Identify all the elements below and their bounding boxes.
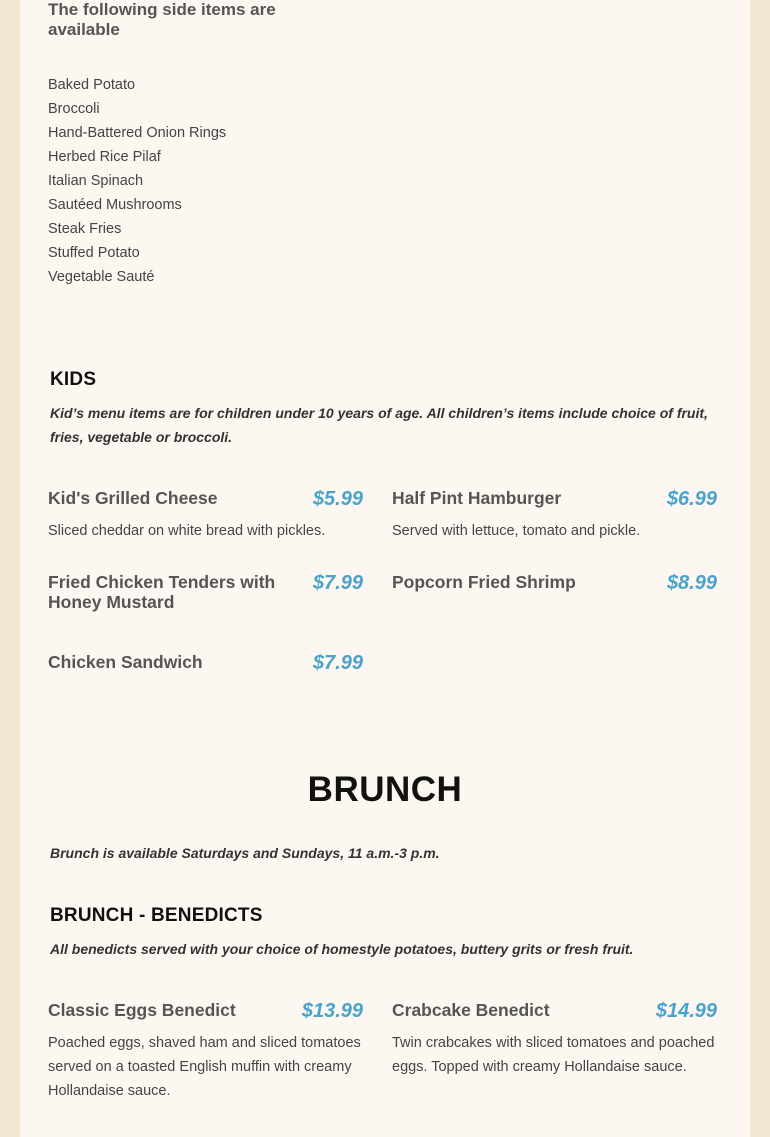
menu-item-price: $6.99 [666, 488, 717, 510]
menu-item-description: Served with lettuce, tomato and pickle. [392, 523, 641, 539]
menu-item-description: Poached eggs, shaved ham and sliced tomatoes served on a toasted English muffin with creamy Hollandaise sauce. [48, 1035, 361, 1099]
menu-item-description: Sliced cheddar on white bread with pickles. [48, 523, 326, 539]
list-item: Steak Fries [48, 221, 122, 237]
menu-item-price: $7.99 [312, 652, 363, 674]
benedicts-section-title: BRUNCH - BENEDICTS [50, 905, 263, 926]
menu-item-name: Half Pint Hamburger [392, 488, 562, 508]
menu-item-price: $13.99 [301, 1000, 363, 1022]
menu-item-price: $5.99 [312, 488, 363, 510]
list-item: Baked Potato [48, 77, 136, 93]
sides-list [48, 75, 226, 291]
list-item: Vegetable Sauté [48, 269, 155, 285]
list-item: Stuffed Potato [48, 245, 140, 261]
list-item: Broccoli [48, 101, 100, 117]
menu-item-description: Twin crabcakes with sliced tomatoes and poached eggs. Topped with creamy Hollandaise sauce. [392, 1035, 715, 1075]
brunch-heading: BRUNCH [307, 770, 463, 809]
list-item: Sautéed Mushrooms [48, 197, 182, 213]
kids-section-note: Kid’s menu items are for children under 10 years of age. All children’s items include choice of fruit, fries, vegetable or broccoli. [50, 405, 708, 445]
list-item: Hand-Battered Onion Rings [48, 125, 227, 141]
menu-item-name: Classic Eggs Benedict [48, 1000, 236, 1020]
menu-item-name: Chicken Sandwich [48, 652, 203, 672]
benedicts-section-note: All benedicts served with your choice of homestyle potatoes, buttery grits or fresh fruit. [50, 941, 634, 957]
menu-item-name: Kid's Grilled Cheese [48, 488, 218, 508]
menu-item-price: $7.99 [312, 572, 363, 594]
list-item: Herbed Rice Pilaf [48, 149, 161, 165]
menu-item-name: Crabcake Benedict [392, 1000, 550, 1020]
menu-item-price: $14.99 [655, 1000, 717, 1022]
list-item: Italian Spinach [48, 173, 144, 189]
brunch-note: Brunch is available Saturdays and Sundays, 11 a.m.-3 p.m. [50, 845, 440, 861]
menu-item-name: Fried Chicken Tenders with Honey Mustard [48, 572, 276, 612]
menu-item-price: $8.99 [666, 572, 717, 594]
kids-section-title: KIDS [50, 369, 97, 390]
sides-heading: The following side items are available [48, 0, 276, 39]
menu-item-name: Popcorn Fried Shrimp [392, 572, 576, 592]
